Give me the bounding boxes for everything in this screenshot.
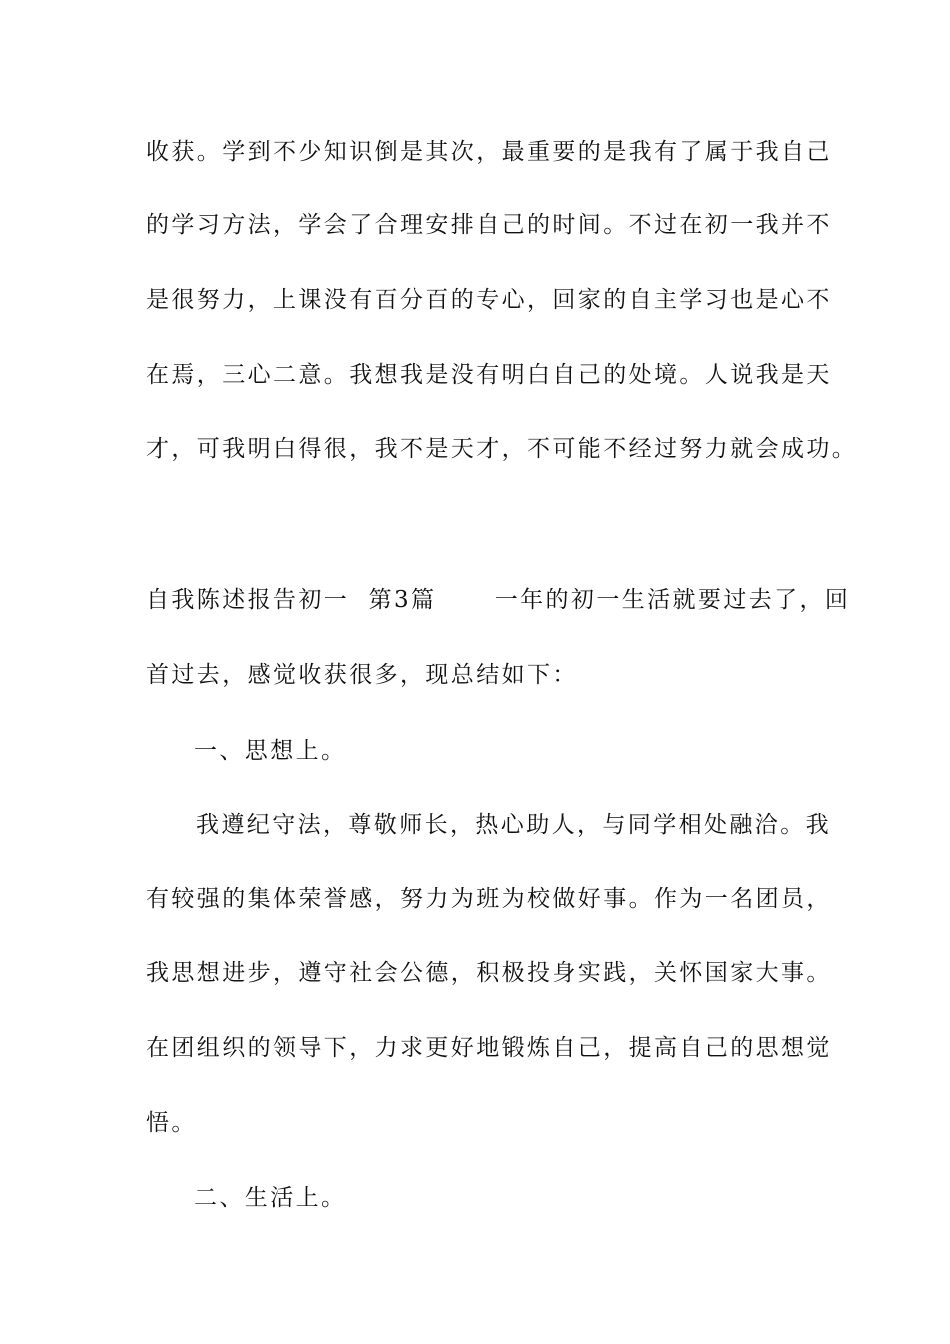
section-intro-line: 首过去，感觉收获很多，现总结如下：: [146, 662, 578, 688]
section-heading-line: 自我陈述报告初一 第3篇 一年的初一生活就要过去了，回: [146, 587, 851, 613]
heading-thought: 一、思想上。: [194, 738, 347, 764]
paragraph-line: 收获。学到不少知识倒是其次，最重要的是我有了属于我自己: [146, 139, 832, 165]
paragraph-line: 是很努力，上课没有百分百的专心，回家的自主学习也是心不: [146, 287, 832, 313]
paragraph-line: 的学习方法，学会了合理安排自己的时间。不过在初一我并不: [146, 212, 832, 238]
paragraph-line: 在团组织的领导下，力求更好地锻炼自己，提高自己的思想觉: [146, 1035, 832, 1061]
paragraph-line: 我遵纪守法，尊敬师长，热心助人，与同学相处融洽。我: [196, 812, 831, 838]
paragraph-line: 悟。: [146, 1110, 197, 1136]
paragraph-line: 我思想进步，遵守社会公德，积极投身实践，关怀国家大事。: [146, 960, 832, 986]
paragraph-line: 有较强的集体荣誉感，努力为班为校做好事。作为一名团员，: [146, 886, 832, 912]
paragraph-line: 在焉，三心二意。我想我是没有明白自己的处境。人说我是天: [146, 362, 832, 388]
heading-life: 二、生活上。: [194, 1185, 347, 1211]
paragraph-line: 才，可我明白得很，我不是天才，不可能不经过努力就会成功。: [146, 436, 858, 462]
